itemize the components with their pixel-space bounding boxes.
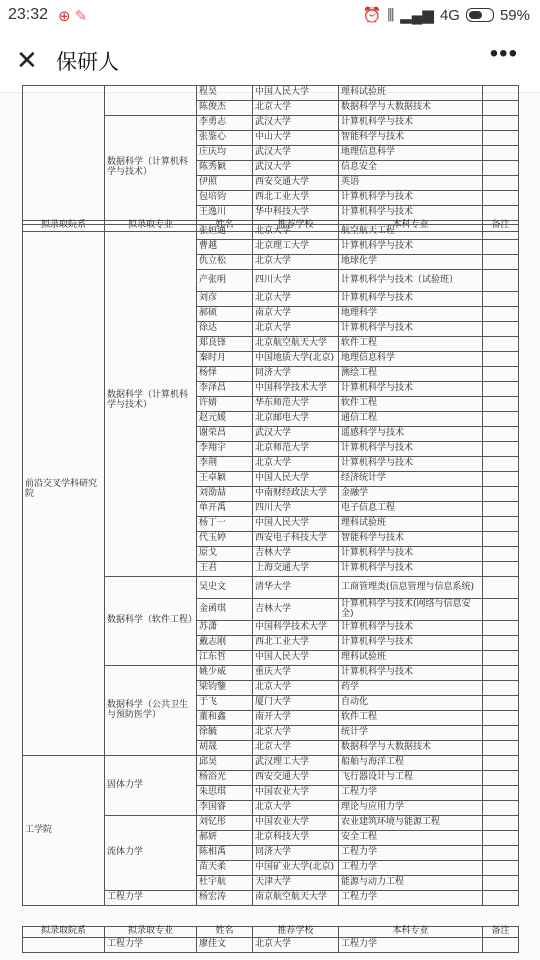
note-cell <box>483 816 519 831</box>
signal-icon: ▂▄▆ <box>400 7 434 24</box>
note-cell <box>483 711 519 726</box>
undergrad-major-cell: 计算机科学与技术 <box>339 322 483 337</box>
undergrad-major-cell: 计算机科学与技术 <box>339 636 483 651</box>
school-cell: 武汉理工大学 <box>253 756 339 771</box>
school-cell: 北京大学 <box>253 741 339 756</box>
name-cell: 姚少威 <box>197 666 253 681</box>
school-cell: 中国科学技术大学 <box>253 621 339 636</box>
note-cell <box>483 681 519 696</box>
name-cell: 徐毓 <box>197 726 253 741</box>
school-cell: 中国人民大学 <box>253 472 339 487</box>
alarm-icon: ⏰ <box>362 7 382 24</box>
note-cell <box>483 846 519 861</box>
school-cell: 南开大学 <box>253 711 339 726</box>
name-cell: 邱昊 <box>197 756 253 771</box>
name-cell: 郑良锋 <box>197 337 253 352</box>
note-cell <box>483 116 519 131</box>
undergrad-major-cell: 能源与动力工程 <box>339 876 483 891</box>
school-cell: 西安交通大学 <box>253 176 339 191</box>
school-cell: 中国人民大学 <box>253 86 339 101</box>
school-cell: 西北工业大学 <box>253 636 339 651</box>
undergrad-major-cell: 计算机科学与技术 <box>339 116 483 131</box>
column-header: 备注 <box>483 221 519 232</box>
battery-icon <box>466 8 494 22</box>
column-header: 拟录取专业 <box>105 927 197 938</box>
major-cell: 工程力学 <box>105 937 197 952</box>
school-cell: 华东师范大学 <box>253 397 339 412</box>
undergrad-major-cell: 计算机科学与技术 <box>339 206 483 221</box>
table-row <box>23 756 519 771</box>
school-cell: 北京大学 <box>253 726 339 741</box>
close-icon[interactable]: ✕ <box>16 45 38 75</box>
school-cell: 中国农业大学 <box>253 816 339 831</box>
status-bar <box>0 0 540 30</box>
name-cell: 胡晟 <box>197 741 253 756</box>
note-cell <box>483 666 519 681</box>
note-cell <box>483 577 519 599</box>
note-cell <box>483 547 519 562</box>
major-cell <box>105 86 197 116</box>
undergrad-major-cell: 地理信息科学 <box>339 352 483 367</box>
school-cell: 武汉大学 <box>253 427 339 442</box>
school-cell: 中国农业大学 <box>253 786 339 801</box>
column-header: 本科专业 <box>339 221 483 232</box>
dept-cell <box>23 86 105 221</box>
notification-icons <box>58 7 87 25</box>
feather-icon: ✎ <box>74 8 88 25</box>
major-cell: 固体力学 <box>105 756 197 816</box>
note-cell <box>483 741 519 756</box>
school-cell: 同济大学 <box>253 846 339 861</box>
name-cell: 李翔宇 <box>197 442 253 457</box>
undergrad-major-cell: 地球化学 <box>339 255 483 270</box>
school-cell: 西安电子科技大学 <box>253 532 339 547</box>
name-cell: 刘钇彤 <box>197 816 253 831</box>
name-cell: 赵元媛 <box>197 412 253 427</box>
undergrad-major-cell: 智能科学与技术 <box>339 532 483 547</box>
column-header: 拟录取院系 <box>23 927 105 938</box>
undergrad-major-cell: 经济统计学 <box>339 472 483 487</box>
school-cell: 中国人民大学 <box>253 517 339 532</box>
name-cell: 董和鑫 <box>197 711 253 726</box>
column-header: 推荐学校 <box>253 927 339 938</box>
note-cell <box>483 352 519 367</box>
undergrad-major-cell: 航空航天工程 <box>339 225 483 240</box>
name-cell: 杨浴光 <box>197 771 253 786</box>
undergrad-major-cell: 药学 <box>339 681 483 696</box>
undergrad-major-cell: 农业建筑环境与能源工程 <box>339 816 483 831</box>
name-cell: 刘彦 <box>197 292 253 307</box>
school-cell: 中山大学 <box>253 131 339 146</box>
name-cell: 单开禹 <box>197 502 253 517</box>
school-cell: 天津大学 <box>253 876 339 891</box>
name-cell: 谢荣昌 <box>197 427 253 442</box>
undergrad-major-cell: 数据科学与大数据技术 <box>339 741 483 756</box>
school-cell: 北京大学 <box>253 101 339 116</box>
app-bar <box>0 30 540 93</box>
school-cell: 北京大学 <box>253 292 339 307</box>
dept-cell: 工学院 <box>23 756 105 906</box>
note-cell <box>483 457 519 472</box>
document-image[interactable] <box>0 87 540 960</box>
name-cell: 杜宇航 <box>197 876 253 891</box>
dept-cell: 前沿交叉学科研究院 <box>23 225 105 756</box>
name-cell: 戴志刚 <box>197 636 253 651</box>
app-notification-icon: ⊕ <box>58 8 71 25</box>
name-cell: 杨怿 <box>197 367 253 382</box>
undergrad-major-cell: 地理信息科学 <box>339 146 483 161</box>
network-label: 4G <box>439 6 460 24</box>
major-cell: 数据科学（计算机科学与技术） <box>105 225 197 577</box>
note-cell <box>483 472 519 487</box>
name-cell: 张姮通 <box>197 225 253 240</box>
undergrad-major-cell: 工商管理类(信息管理与信息系统) <box>339 577 483 599</box>
admission-table-top <box>22 85 519 232</box>
school-cell: 四川大学 <box>253 270 339 292</box>
undergrad-major-cell: 安全工程 <box>339 831 483 846</box>
column-header: 姓名 <box>197 927 253 938</box>
school-cell: 上海交通大学 <box>253 562 339 577</box>
name-cell: 李国睿 <box>197 801 253 816</box>
note-cell <box>483 101 519 116</box>
undergrad-major-cell: 统计学 <box>339 726 483 741</box>
major-cell: 数据科学（公共卫生与预防医学） <box>105 666 197 756</box>
system-icons <box>363 6 530 24</box>
school-cell: 北京大学 <box>253 322 339 337</box>
name-cell: 原戈 <box>197 547 253 562</box>
name-cell: 王卓颖 <box>197 472 253 487</box>
school-cell: 中国人民大学 <box>253 651 339 666</box>
undergrad-major-cell: 软件工程 <box>339 711 483 726</box>
school-cell: 北京大学 <box>253 457 339 472</box>
column-header: 本科专业 <box>339 927 483 938</box>
note-cell <box>483 517 519 532</box>
name-cell: 郝妍 <box>197 831 253 846</box>
undergrad-major-cell: 理科试验班 <box>339 517 483 532</box>
school-cell: 中国科学技术大学 <box>253 382 339 397</box>
school-cell: 中南财经政法大学 <box>253 487 339 502</box>
admission-table-main <box>22 224 519 906</box>
name-cell: 包培钧 <box>197 191 253 206</box>
undergrad-major-cell: 遥感科学与技术 <box>339 427 483 442</box>
undergrad-major-cell: 船舶与海洋工程 <box>339 756 483 771</box>
note-cell <box>483 86 519 101</box>
name-cell: 庄庆均 <box>197 146 253 161</box>
school-cell: 西安交通大学 <box>253 771 339 786</box>
note-cell <box>483 191 519 206</box>
note-cell <box>483 831 519 846</box>
note-cell <box>483 562 519 577</box>
major-cell: 工程力学 <box>105 891 197 906</box>
note-cell <box>483 651 519 666</box>
undergrad-major-cell: 软件工程 <box>339 337 483 352</box>
note-cell <box>483 146 519 161</box>
school-cell: 武汉大学 <box>253 161 339 176</box>
name-cell: 杨丁一 <box>197 517 253 532</box>
undergrad-major-cell: 英语 <box>339 176 483 191</box>
undergrad-major-cell: 飞行器设计与工程 <box>339 771 483 786</box>
note-cell <box>483 891 519 906</box>
note-cell <box>483 292 519 307</box>
name-cell: 程昊 <box>197 86 253 101</box>
school-cell: 华中科技大学 <box>253 206 339 221</box>
note-cell <box>483 412 519 427</box>
note-cell <box>483 636 519 651</box>
name-cell: 廖佳文 <box>197 937 253 952</box>
name-cell: 金函琪 <box>197 599 253 621</box>
school-cell: 吉林大学 <box>253 599 339 621</box>
major-cell: 流体力学 <box>105 816 197 891</box>
name-cell: 代玉婷 <box>197 532 253 547</box>
school-cell: 四川大学 <box>253 502 339 517</box>
undergrad-major-cell: 通信工程 <box>339 412 483 427</box>
note-cell <box>483 337 519 352</box>
name-cell: 徐达 <box>197 322 253 337</box>
school-cell: 武汉大学 <box>253 116 339 131</box>
column-header: 推荐学校 <box>253 221 339 232</box>
note-cell <box>483 397 519 412</box>
undergrad-major-cell: 计算机科学与技术 <box>339 457 483 472</box>
undergrad-major-cell: 计算机科学与技术 <box>339 621 483 636</box>
name-cell: 李荆 <box>197 457 253 472</box>
undergrad-major-cell: 工程力学 <box>339 891 483 906</box>
table-row <box>23 225 519 240</box>
undergrad-major-cell: 计算机科学与技术 <box>339 240 483 255</box>
name-cell: 秦时月 <box>197 352 253 367</box>
undergrad-major-cell: 计算机科学与技术 <box>339 666 483 681</box>
table-header-row <box>23 927 519 938</box>
name-cell: 朱思琪 <box>197 786 253 801</box>
note-cell <box>483 756 519 771</box>
school-cell: 北京邮电大学 <box>253 412 339 427</box>
undergrad-major-cell: 工程力学 <box>339 861 483 876</box>
vibrate-icon: ⫼ <box>387 6 395 24</box>
name-cell: 杨宏涛 <box>197 891 253 906</box>
table-row <box>23 937 519 952</box>
school-cell: 北京科技大学 <box>253 831 339 846</box>
school-cell: 同济大学 <box>253 367 339 382</box>
school-cell: 北京大学 <box>253 255 339 270</box>
name-cell: 许婧 <box>197 397 253 412</box>
name-cell: 产张明 <box>197 270 253 292</box>
school-cell: 北京大学 <box>253 225 339 240</box>
name-cell: 李勇志 <box>197 116 253 131</box>
note-cell <box>483 442 519 457</box>
undergrad-major-cell: 计算机科学与技术 <box>339 382 483 397</box>
note-cell <box>483 801 519 816</box>
note-cell <box>483 367 519 382</box>
school-cell: 西北工业大学 <box>253 191 339 206</box>
undergrad-major-cell: 计算机科学与技术(网络与信息安全) <box>339 599 483 621</box>
table-row <box>23 86 519 101</box>
note-cell <box>483 382 519 397</box>
undergrad-major-cell: 金融学 <box>339 487 483 502</box>
status-time: 23:32 <box>8 6 49 23</box>
school-cell: 厦门大学 <box>253 696 339 711</box>
school-cell: 北京理工大学 <box>253 240 339 255</box>
school-cell: 南京航空航天大学 <box>253 891 339 906</box>
column-header: 备注 <box>483 927 519 938</box>
name-cell: 江东哲 <box>197 651 253 666</box>
undergrad-major-cell: 计算机科学与技术 <box>339 292 483 307</box>
school-cell: 吉林大学 <box>253 547 339 562</box>
note-cell <box>483 240 519 255</box>
note-cell <box>483 131 519 146</box>
note-cell <box>483 771 519 786</box>
school-cell: 北京师范大学 <box>253 442 339 457</box>
name-cell: 郝硕 <box>197 307 253 322</box>
column-header: 姓名 <box>197 221 253 232</box>
note-cell <box>483 427 519 442</box>
undergrad-major-cell: 计算机科学与技术 <box>339 547 483 562</box>
note-cell <box>483 532 519 547</box>
more-options-icon[interactable]: ••• <box>489 40 518 67</box>
name-cell: 李泽昌 <box>197 382 253 397</box>
name-cell: 伊照 <box>197 176 253 191</box>
note-cell <box>483 255 519 270</box>
undergrad-major-cell: 测绘工程 <box>339 367 483 382</box>
undergrad-major-cell: 计算机科学与技术（试验班） <box>339 270 483 292</box>
admission-table-bottom <box>22 926 519 953</box>
name-cell: 陈秀颖 <box>197 161 253 176</box>
name-cell: 曹越 <box>197 240 253 255</box>
note-cell <box>483 206 519 221</box>
name-cell: 陈相禹 <box>197 846 253 861</box>
school-cell: 武汉大学 <box>253 146 339 161</box>
note-cell <box>483 726 519 741</box>
name-cell: 于飞 <box>197 696 253 711</box>
undergrad-major-cell: 工程力学 <box>339 937 483 952</box>
school-cell: 南京大学 <box>253 307 339 322</box>
note-cell <box>483 307 519 322</box>
undergrad-major-cell: 工程力学 <box>339 846 483 861</box>
undergrad-major-cell: 自动化 <box>339 696 483 711</box>
name-cell: 陈俊杰 <box>197 101 253 116</box>
note-cell <box>483 322 519 337</box>
name-cell: 吴史文 <box>197 577 253 599</box>
school-cell: 重庆大学 <box>253 666 339 681</box>
name-cell: 王君 <box>197 562 253 577</box>
note-cell <box>483 786 519 801</box>
note-cell <box>483 937 519 952</box>
undergrad-major-cell: 计算机科学与技术 <box>339 562 483 577</box>
school-cell: 中国矿业大学(北京) <box>253 861 339 876</box>
undergrad-major-cell: 理论与应用力学 <box>339 801 483 816</box>
note-cell <box>483 225 519 240</box>
name-cell: 刘劭喆 <box>197 487 253 502</box>
undergrad-major-cell: 数据科学与大数据技术 <box>339 101 483 116</box>
note-cell <box>483 696 519 711</box>
note-cell <box>483 621 519 636</box>
column-header: 拟录取专业 <box>105 221 197 232</box>
note-cell <box>483 599 519 621</box>
undergrad-major-cell: 信息安全 <box>339 161 483 176</box>
undergrad-major-cell: 计算机科学与技术 <box>339 191 483 206</box>
school-cell: 北京大学 <box>253 681 339 696</box>
undergrad-major-cell: 计算机科学与技术 <box>339 442 483 457</box>
note-cell <box>483 487 519 502</box>
undergrad-major-cell: 理科试验班 <box>339 86 483 101</box>
note-cell <box>483 876 519 891</box>
name-cell: 王逸川 <box>197 206 253 221</box>
name-cell: 苗天柔 <box>197 861 253 876</box>
undergrad-major-cell: 工程力学 <box>339 786 483 801</box>
undergrad-major-cell: 电子信息工程 <box>339 502 483 517</box>
battery-percent: 59% <box>499 6 530 24</box>
note-cell <box>483 861 519 876</box>
school-cell: 北京航空航天大学 <box>253 337 339 352</box>
note-cell <box>483 161 519 176</box>
undergrad-major-cell: 智能科学与技术 <box>339 131 483 146</box>
undergrad-major-cell: 地理科学 <box>339 307 483 322</box>
dept-cell <box>23 937 105 952</box>
undergrad-major-cell: 软件工程 <box>339 397 483 412</box>
school-cell: 北京大学 <box>253 801 339 816</box>
school-cell: 中国地质大学(北京) <box>253 352 339 367</box>
note-cell <box>483 176 519 191</box>
school-cell: 北京大学 <box>253 937 339 952</box>
note-cell <box>483 502 519 517</box>
name-cell: 梁钧鑒 <box>197 681 253 696</box>
name-cell: 苏潇 <box>197 621 253 636</box>
major-cell: 数据科学（软件工程） <box>105 577 197 666</box>
major-cell: 数据科学（计算机科学与技术） <box>105 116 197 221</box>
page-title: 保研人 <box>56 51 119 74</box>
undergrad-major-cell: 理科试验班 <box>339 651 483 666</box>
note-cell <box>483 270 519 292</box>
name-cell: 张鉴心 <box>197 131 253 146</box>
column-header: 拟录取院系 <box>23 221 105 232</box>
name-cell: 仇立松 <box>197 255 253 270</box>
school-cell: 清华大学 <box>253 577 339 599</box>
